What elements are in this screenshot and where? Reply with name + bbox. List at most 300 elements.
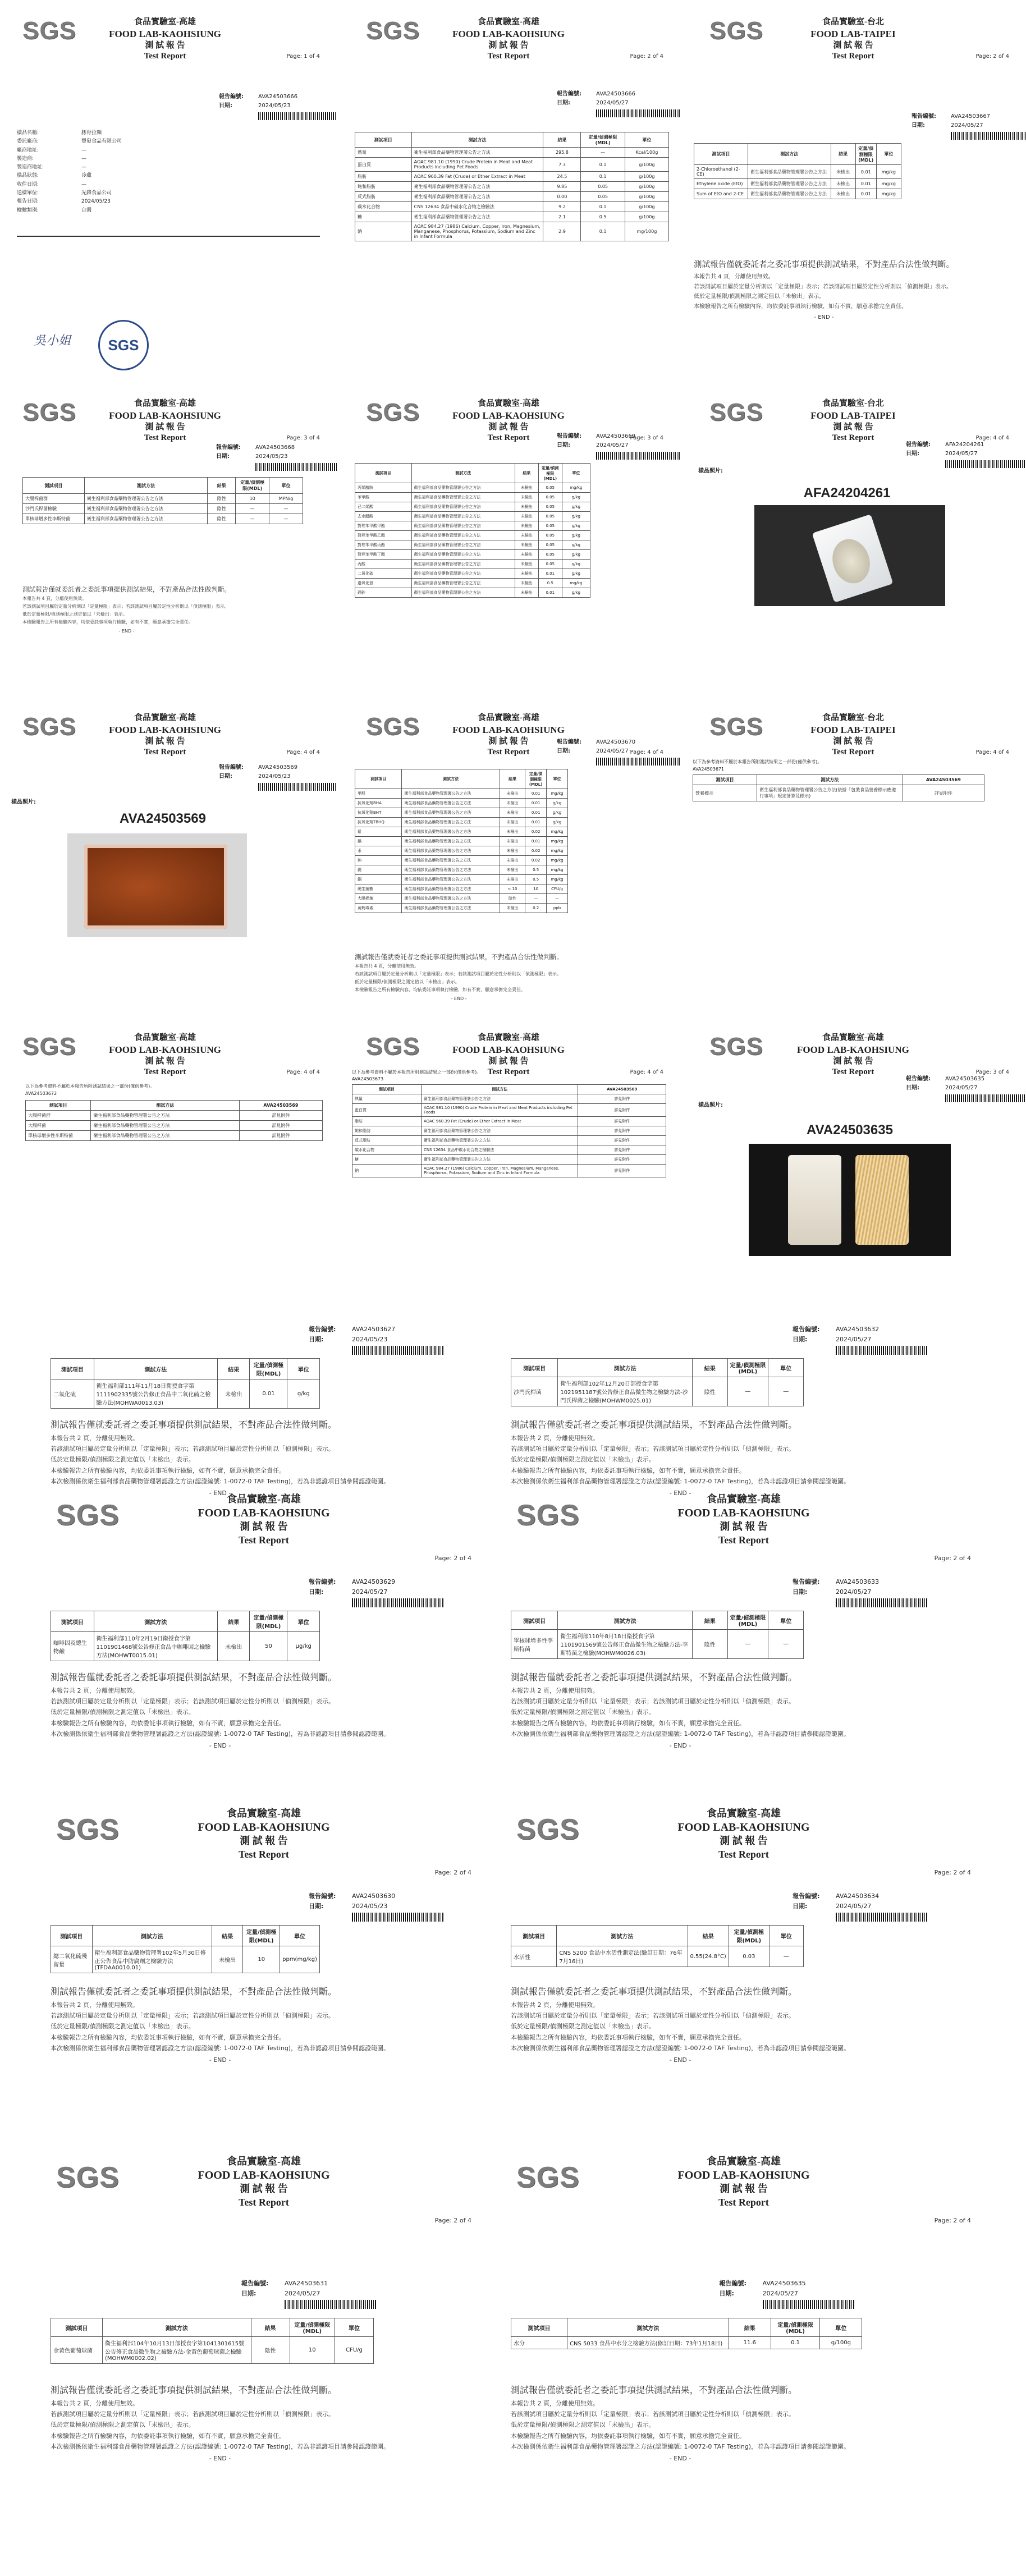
report-title-en: Test Report xyxy=(487,1067,530,1077)
lab-header xyxy=(622,1493,866,1547)
cell: 衛生福利部食品藥物管理署公告之方法 xyxy=(91,1121,240,1131)
cell-result: < 10 xyxy=(500,884,525,894)
cell-result: 9.2 xyxy=(543,202,581,212)
report-page-p12 xyxy=(687,1016,1026,1319)
cell-item: 脂肪 xyxy=(355,172,412,182)
cell: AOAC 981.10 (1990) Crude Protein in Meat and Meat Products including Pet Foods xyxy=(421,1104,578,1117)
cell-loq: 0.05 xyxy=(538,512,562,521)
sample-id: AVA24503635 xyxy=(807,1122,893,1138)
cell-result: 295.8 xyxy=(543,148,581,158)
page-number: Page: 4 of 4 xyxy=(286,1069,320,1075)
lab-name-en: FOOD LAB-KAOHSIUNG xyxy=(109,724,221,735)
cell-unit: µg/kg xyxy=(287,1632,320,1661)
info-value: 先鋒食品公司 xyxy=(81,190,112,196)
cell-method: 衛生福利部食品藥物管理署公告之方法 xyxy=(411,493,515,502)
cell-loq: 0.01 xyxy=(855,179,876,189)
report-page-p18 xyxy=(500,1886,988,2234)
column-header-unit: 單位 xyxy=(876,144,901,165)
page-number: Page: 2 of 4 xyxy=(934,1555,971,1562)
cell-unit: g/100g xyxy=(625,182,668,192)
cell: 詳見附件 xyxy=(578,1136,666,1145)
report-no-value: AVA24503666 xyxy=(596,91,636,97)
cell-loq: 0.2 xyxy=(525,904,547,913)
date-label: 日期: xyxy=(912,122,925,129)
report-title-zh: 測 試 報 告 xyxy=(240,1521,288,1533)
cell-unit: g/100g xyxy=(625,172,668,182)
report-no-label: 報告編號: xyxy=(557,91,581,97)
report-no-value: AVA24503671 xyxy=(693,767,725,772)
note-line: 本報告共 4 頁，分離使用無效。 xyxy=(22,596,87,602)
info-value: 台灣 xyxy=(81,207,92,213)
sauce-pouch xyxy=(84,845,227,929)
lab-name-en: FOOD LAB-KAOHSIUNG xyxy=(452,410,565,421)
cell-unit: mg/kg xyxy=(876,165,901,179)
cell-method: 衛生福利部食品藥物管理署公告之方法 xyxy=(402,837,500,846)
report-meta xyxy=(557,432,680,460)
column-header-result: 結果 xyxy=(500,769,525,789)
lab-name-zh: 食品實驗室-高雄 xyxy=(227,1493,301,1505)
lab-name-zh: 食品實驗室-高雄 xyxy=(227,1808,301,1819)
barcode xyxy=(836,1346,928,1354)
column-header-result: 結果 xyxy=(208,478,236,494)
report-notes xyxy=(51,2382,390,2464)
lab-header xyxy=(94,17,236,62)
cell-result: 未檢出 xyxy=(500,856,525,865)
column-header-unit: 單位 xyxy=(562,464,590,483)
cell: 衛生福利部食品藥物管理署公告之方法 xyxy=(91,1111,240,1121)
info-value: — xyxy=(81,181,86,187)
note-line: 測試報告僅就委託者之委託事項提供測試結果，不對產品合法性做判斷。 xyxy=(51,1986,337,1997)
cell-loq: — xyxy=(236,514,269,524)
cell-result: 未檢出 xyxy=(500,808,525,818)
cell-unit: g/kg xyxy=(562,502,590,512)
date-label: 日期: xyxy=(906,451,919,457)
cell-item: 錫 xyxy=(355,865,402,875)
barcode xyxy=(258,112,337,120)
table-row xyxy=(23,494,303,504)
cell-result: 未檢出 xyxy=(515,502,538,512)
barcode xyxy=(836,1598,928,1607)
results-table xyxy=(22,477,303,524)
cell-method: CNS 5200 食品中水活性測定法(驗訂日期：76年7月16日) xyxy=(557,1946,688,1967)
report-page-p20 xyxy=(500,2234,988,2576)
note-line: 低於定量極限/偵測極限之測定值以「未檢出」表示。 xyxy=(511,2023,655,2030)
table-row xyxy=(51,2337,374,2364)
cell-unit: g/kg xyxy=(562,550,590,560)
report-no-label: 報告編號: xyxy=(793,1892,820,1900)
cell-item: 沙門氏桿菌 xyxy=(511,1377,558,1406)
barcode xyxy=(255,463,337,471)
report-no-value: AVA24503629 xyxy=(352,1578,396,1585)
note-line: 本檢驗報告之所有檢驗內容，均依委託事項執行檢驗，如有不實，願意承擔完全責任。 xyxy=(22,620,193,625)
report-title-zh: 測 試 報 告 xyxy=(145,40,185,50)
barcode xyxy=(951,132,1026,140)
report-title-zh: 測 試 報 告 xyxy=(833,1056,873,1066)
column-header-method: 測試方法 xyxy=(557,1926,688,1946)
cell-result: 未檢出 xyxy=(515,550,538,560)
barcode xyxy=(352,1598,445,1607)
cell-item: 銅 xyxy=(355,875,402,884)
lab-name-en: FOOD LAB-KAOHSIUNG xyxy=(797,1044,909,1055)
cell-loq: 0.01 xyxy=(250,1379,287,1409)
lab-header xyxy=(152,1807,376,1861)
report-title-zh: 測 試 報 告 xyxy=(240,2183,288,2195)
cell-unit: g/kg xyxy=(562,512,590,521)
date-label: 日期: xyxy=(793,1335,808,1343)
table-row xyxy=(355,202,669,212)
info-label: 送樣單位: xyxy=(17,190,39,196)
report-title-en: Test Report xyxy=(832,52,874,61)
cell-item: 總二氧化硫殘留量 xyxy=(51,1946,93,1973)
report-notes xyxy=(511,1417,850,1498)
report-page-p9 xyxy=(687,696,1026,1016)
barcode xyxy=(596,758,680,766)
cell-method: 衛生福利部食品藥物管理署公告之方法 xyxy=(411,579,515,588)
table-row xyxy=(352,1117,666,1126)
cell-method: 衛生福利部食品藥物管理署公告之方法 xyxy=(411,521,515,531)
date-value: 2024/05/27 xyxy=(836,1335,872,1343)
cell-loq: — xyxy=(727,1630,768,1659)
cell: 衛生福利部食品藥物管理署公告之方法 xyxy=(421,1155,578,1165)
report-no-label: 報告編號: xyxy=(241,2280,269,2287)
results-table xyxy=(51,1358,320,1409)
cell-result: 未檢出 xyxy=(212,1946,242,1973)
note-line: 本報告共 4 頁，分離使用無效。 xyxy=(355,964,419,969)
report-page-p15 xyxy=(39,1571,488,1886)
column-header-loq: 定量/偵測極限(MDL) xyxy=(250,1359,287,1379)
cell-result: 未檢出 xyxy=(515,579,538,588)
column-header-result: 結果 xyxy=(251,2318,290,2337)
sgs-logo: SGS xyxy=(366,17,420,44)
cell-unit: g/kg xyxy=(562,531,590,540)
info-label: 報告日期: xyxy=(17,199,39,205)
cell-unit: mg/kg xyxy=(547,837,568,846)
barcode xyxy=(258,783,337,791)
cell-loq: 0.05 xyxy=(538,493,562,502)
table-row xyxy=(355,569,590,579)
report-no-label: 報告編號: xyxy=(557,739,581,745)
cell: AOAC 960.39 Fat (Crude) or Ether Extract in Meat xyxy=(421,1117,578,1126)
table-row xyxy=(355,875,568,884)
report-page-p2 xyxy=(343,0,680,382)
cell-result: 未檢出 xyxy=(515,483,538,493)
note-line: 本檢驗報告之所有檢驗內容，均依委託事項執行檢驗，如有不實，願意承擔完全責任。 xyxy=(694,303,907,310)
reference-note: 以下為參考資料不屬於本報告所附測試結果之一部份(僅供參考)。 xyxy=(25,1084,155,1089)
cell-unit: — xyxy=(547,894,568,904)
cell: 詳見附件 xyxy=(578,1165,666,1177)
cell-item: 二氧化硫 xyxy=(355,569,412,579)
report-no-value: AVA24503627 xyxy=(352,1326,396,1333)
cell-result: 未檢出 xyxy=(515,540,538,550)
date-value: 2024/05/23 xyxy=(352,1335,388,1343)
column-header-loq: 定量/偵測極限(MDL) xyxy=(290,2318,335,2337)
page-number: Page: 2 of 4 xyxy=(975,53,1009,59)
cell-unit: g/kg xyxy=(562,569,590,579)
note-line: 低於定量極限/偵測極限之測定值以「未檢出」表示。 xyxy=(22,612,127,617)
cell-unit: — xyxy=(768,1630,804,1659)
column-header-unit: 單位 xyxy=(769,1926,803,1946)
cell-loq: — xyxy=(236,504,269,514)
info-value: — xyxy=(81,164,86,171)
cell-method: AOAC 981.10 (1990) Crude Protein in Meat and Meat Products including Pet Foods xyxy=(411,158,543,172)
table-row xyxy=(511,2337,862,2349)
report-notes xyxy=(511,1670,850,1751)
table-row xyxy=(352,1126,666,1136)
page-number: Page: 4 of 4 xyxy=(286,749,320,755)
cell-loq: 0.01 xyxy=(525,808,547,818)
column-header-item: 測試項目 xyxy=(511,1926,557,1946)
column-header-unit: 單位 xyxy=(269,478,303,494)
barcode xyxy=(596,452,680,460)
report-title-en: Test Report xyxy=(718,2196,769,2208)
column-header-method: 測試方法 xyxy=(757,775,903,785)
table-header-row xyxy=(355,769,568,789)
report-no-label: 報告編號: xyxy=(793,1578,820,1585)
cell-item: 熱量 xyxy=(355,148,412,158)
cell-result: 未檢出 xyxy=(500,875,525,884)
report-no-value: AVA24503667 xyxy=(951,113,991,120)
cell: 反式脂肪 xyxy=(352,1136,422,1145)
column-header-method: 測試方法 xyxy=(84,478,208,494)
column-header-loq: 定量/偵測極限(MDL) xyxy=(250,1611,287,1632)
date-label: 日期: xyxy=(216,453,230,460)
cell-result: 2.1 xyxy=(543,212,581,222)
end-marker: - END - xyxy=(209,1489,231,1497)
cell-result: 未檢出 xyxy=(515,560,538,569)
note-line: 本報告共 4 頁，分離使用無效。 xyxy=(694,274,774,281)
cell-loq: 0.02 xyxy=(525,827,547,837)
cell-item: 大腸桿菌 xyxy=(355,894,402,904)
column-header-loq: 定量/偵測極限(MDL) xyxy=(538,464,562,483)
lab-name-en: FOOD LAB-TAIPEI xyxy=(810,410,896,421)
info-label: 委託廠商: xyxy=(17,139,39,145)
lab-name-en: FOOD LAB-KAOHSIUNG xyxy=(452,28,565,39)
note-line: 本報告共 2 頁，分離使用無效。 xyxy=(51,2399,139,2407)
date-label: 日期: xyxy=(309,1588,324,1596)
note-line: 測試報告僅就委託者之委託事項提供測試結果，不對產品合法性做判斷。 xyxy=(355,953,564,961)
cell-method: 衛生福利部食品藥物管理署公告之方法 xyxy=(402,808,500,818)
cell: 詳見附件 xyxy=(578,1094,666,1104)
table-row xyxy=(352,1136,666,1145)
cell-item: 黃麴毒素 xyxy=(355,904,402,913)
cell-result: 陰性 xyxy=(251,2337,290,2364)
report-no-value: AVA24503669 xyxy=(596,433,636,439)
cell-result: 未檢出 xyxy=(500,818,525,827)
lab-name-zh: 食品實驗室-高雄 xyxy=(227,2156,301,2167)
cell-unit: g/100g xyxy=(625,192,668,202)
note-line: 測試報告僅就委託者之委託事項提供測試結果，不對產品合法性做判斷。 xyxy=(51,1672,337,1683)
cell-method: 衛生福利部食品藥物管理署公告之方法 xyxy=(402,818,500,827)
column-header-item: 測試項目 xyxy=(511,1359,558,1377)
table-row xyxy=(355,856,568,865)
table-header-row xyxy=(51,1359,320,1379)
cell-unit: — xyxy=(269,504,303,514)
column-header-loq: 定量/偵測極限(MDL) xyxy=(236,478,269,494)
cell-item: 對羥苯甲酸乙酯 xyxy=(355,531,412,540)
report-no-value: AVA24503635 xyxy=(945,1076,985,1082)
report-title-zh: 測 試 報 告 xyxy=(720,1835,768,1847)
report-title-en: Test Report xyxy=(718,1848,769,1860)
report-no-value: AVA24503631 xyxy=(285,2280,328,2287)
reference-table xyxy=(352,1084,666,1177)
table-row xyxy=(355,818,568,827)
report-meta xyxy=(241,2279,377,2309)
report-title-en: Test Report xyxy=(718,1534,769,1546)
report-title-zh: 測 試 報 告 xyxy=(145,422,185,432)
cell-result: 未檢出 xyxy=(515,588,538,598)
cell-loq: 10 xyxy=(243,1946,280,1973)
cell-unit: mg/kg xyxy=(547,875,568,884)
report-meta xyxy=(906,441,1026,468)
cell: 熱量 xyxy=(352,1094,422,1104)
cell-result: 24.5 xyxy=(543,172,581,182)
page-number: Page: 1 of 4 xyxy=(286,53,320,59)
report-title-zh: 測 試 報 告 xyxy=(145,736,185,746)
table-row xyxy=(51,1379,320,1409)
cell-unit: mg/kg xyxy=(547,865,568,875)
results-table xyxy=(511,1611,804,1659)
table-row xyxy=(355,837,568,846)
report-meta xyxy=(557,90,680,117)
column-header-loq: 定量/偵測極限(MDL) xyxy=(525,769,547,789)
cell-method: AOAC 984.27 (1986) Calcium, Copper, Iron, Magnesium, Manganese, Phosphorus, Potassium, Sodium and Zinc in Infant Formula xyxy=(411,222,543,241)
column-header-result: 結果 xyxy=(693,1611,728,1630)
cell-method: AOAC 960.39 Fat (Crude) or Ether Extract in Meat xyxy=(411,172,543,182)
table-header-row xyxy=(51,2318,374,2337)
note-line: 本檢驗報告之所有檢驗內容，均依委託事項執行檢驗，如有不實，願意承擔完全責任。 xyxy=(51,1466,285,1474)
lab-name-en: FOOD LAB-TAIPEI xyxy=(810,28,896,39)
page-number: Page: 2 of 4 xyxy=(934,2217,971,2224)
cell-result: 陰性 xyxy=(208,504,236,514)
note-line: 低於定量極限/偵測極限之測定值以「未檢出」表示。 xyxy=(511,1456,655,1464)
lab-name-zh: 食品實驗室-高雄 xyxy=(707,1493,781,1505)
cell-item: 抗氧化劑BHA xyxy=(355,799,402,808)
cell-result: 7.3 xyxy=(543,158,581,172)
cell-method: 衛生福利部110年2月19日衛授食字第1101901468號公告修正食品中咖啡因之檢驗方法(MOHWT0015.01) xyxy=(94,1632,217,1661)
page-number: Page: 3 of 4 xyxy=(286,435,320,441)
page-number: Page: 2 of 4 xyxy=(434,1869,471,1876)
cell-unit: mg/kg xyxy=(562,483,590,493)
sgs-logo: SGS xyxy=(366,713,420,740)
cell-unit: — xyxy=(269,514,303,524)
cell: 詳見附件 xyxy=(239,1121,322,1131)
report-no-label: 報告編號: xyxy=(216,444,241,451)
cell-item: 水分 xyxy=(511,2337,567,2349)
cell: 碳水化合物 xyxy=(352,1145,422,1155)
cell-method: 衛生福利部食品藥物管理署公告之方法 xyxy=(402,904,500,913)
cell-result: 未檢出 xyxy=(831,179,855,189)
cell-method: 衛生福利部食品藥物管理署公告之方法 xyxy=(411,560,515,569)
column-header-unit: 單位 xyxy=(335,2318,374,2337)
end-marker: - END - xyxy=(814,314,834,321)
note-line: 本報告共 2 頁，分離使用無效。 xyxy=(51,1686,139,1694)
table-row xyxy=(355,808,568,818)
end-marker: - END - xyxy=(669,2056,691,2064)
column-header-method: 測試方法 xyxy=(567,2318,729,2337)
report-no-value: AVA24503668 xyxy=(255,444,295,451)
table-header-row xyxy=(51,1926,320,1946)
date-value: 2024/05/23 xyxy=(352,1902,388,1910)
report-meta xyxy=(557,738,680,766)
cell-result: 9.85 xyxy=(543,182,581,192)
cell-item: 2-Chloroethanol (2-CE) xyxy=(694,165,748,179)
table-row xyxy=(352,1104,666,1117)
cell-item: 對羥苯甲酸丁酯 xyxy=(355,550,412,560)
cell-result: 未檢出 xyxy=(500,827,525,837)
page-number: Page: 2 of 4 xyxy=(434,2217,471,2224)
cell-result: 0.55(24.8°C) xyxy=(688,1946,729,1967)
note-line: 低於定量極限/偵測極限之測定值以「未檢出」表示。 xyxy=(51,1456,195,1464)
cell-loq: 0.1 xyxy=(581,222,625,241)
note-line: 本次檢測係依衛生福利部食品藥物管理署認證之方法(認證編號: 1-0072-0 TAF Testing)，若為非認證項目請參閱認證範圍。 xyxy=(511,2442,850,2450)
cell-unit: g/100g xyxy=(625,158,668,172)
note-line: 若該測試項目屬於定量分析則以「定量極限」表示；若該測試項目屬於定性分析則以「偵測極限」表示。 xyxy=(22,604,229,609)
cell-loq: 0.05 xyxy=(538,521,562,531)
column-header-ava: AVA24503569 xyxy=(903,775,984,785)
column-header-result: 結果 xyxy=(212,1926,242,1946)
date-value: 2024/05/27 xyxy=(836,1902,872,1910)
info-value: 豐發食品有限公司 xyxy=(81,139,122,145)
report-no-label: 報告編號: xyxy=(557,433,581,439)
lab-name-en: FOOD LAB-TAIPEI xyxy=(810,724,896,735)
cell-result: 未檢出 xyxy=(831,189,855,199)
column-header-method: 測試方法 xyxy=(94,1611,217,1632)
page-number: Page: 4 of 4 xyxy=(975,435,1009,441)
cell-loq: 50 xyxy=(250,1632,287,1661)
sgs-logo: SGS xyxy=(22,398,76,426)
sgs-logo: SGS xyxy=(56,1813,120,1846)
cell-loq: 0.5 xyxy=(525,875,547,884)
note-line: 本次檢測係依衛生福利部食品藥物管理署認證之方法(認證編號: 1-0072-0 TAF Testing)，若為非認證項目請參閱認證範圍。 xyxy=(51,2044,390,2052)
column-header-unit: 單位 xyxy=(287,1359,320,1379)
column-header-unit: 單位 xyxy=(625,132,668,148)
cell-item: 金黃色葡萄球菌 xyxy=(51,2337,103,2364)
report-notes xyxy=(511,1984,850,2065)
cell-item: 己二烯酸 xyxy=(355,502,412,512)
cell-item: 丙酸 xyxy=(355,560,412,569)
sgs-logo: SGS xyxy=(516,1499,580,1532)
lab-header xyxy=(94,713,236,758)
cell-loq: — xyxy=(581,148,625,158)
note-line: 本檢驗報告之所有檢驗內容，均依委託事項執行檢驗，如有不實，願意承擔完全責任。 xyxy=(511,1719,745,1727)
barcode xyxy=(596,109,680,117)
cell-result: 陰性 xyxy=(208,494,236,504)
cell-loq: 0.05 xyxy=(538,531,562,540)
table-row xyxy=(352,1094,666,1104)
report-notes xyxy=(355,951,563,1003)
date-value: 2024/05/27 xyxy=(596,748,629,754)
cell-unit: g/100g xyxy=(625,202,668,212)
barcode xyxy=(352,1346,445,1354)
note-line: 若該測試項目屬於定量分析則以「定量極限」表示；若該測試項目屬於定性分析則以「偵測極限」表示。 xyxy=(511,2410,795,2418)
cell-method: 衛生福利部食品藥物管理署公告之方法 xyxy=(402,856,500,865)
cell-result: 陰性 xyxy=(693,1630,728,1659)
report-title-en: Test Report xyxy=(144,433,186,443)
table-row xyxy=(23,514,303,524)
cell-item: 單核球增多性李斯特菌 xyxy=(511,1630,558,1659)
cell-item: 甲醛 xyxy=(355,789,402,799)
report-no-label: 報告編號: xyxy=(906,1076,931,1082)
cell-item: 去水醋酸 xyxy=(355,512,412,521)
page-number: Page: 3 of 4 xyxy=(630,435,663,441)
cell: 單核球增多性李斯特菌 xyxy=(26,1131,91,1141)
date-label: 日期: xyxy=(793,1902,808,1910)
note-line: 測試報告僅就委託者之委託事項提供測試結果，不對產品合法性做判斷。 xyxy=(511,1419,798,1430)
table-row xyxy=(694,179,901,189)
note-line: 本檢驗報告之所有檢驗內容，均依委託事項執行檢驗，如有不實，願意承擔完全責任。 xyxy=(51,2432,285,2440)
cell-unit: mg/kg xyxy=(547,827,568,837)
cell-method: 衛生福利部食品藥物管理署公告之方法 xyxy=(84,504,208,514)
